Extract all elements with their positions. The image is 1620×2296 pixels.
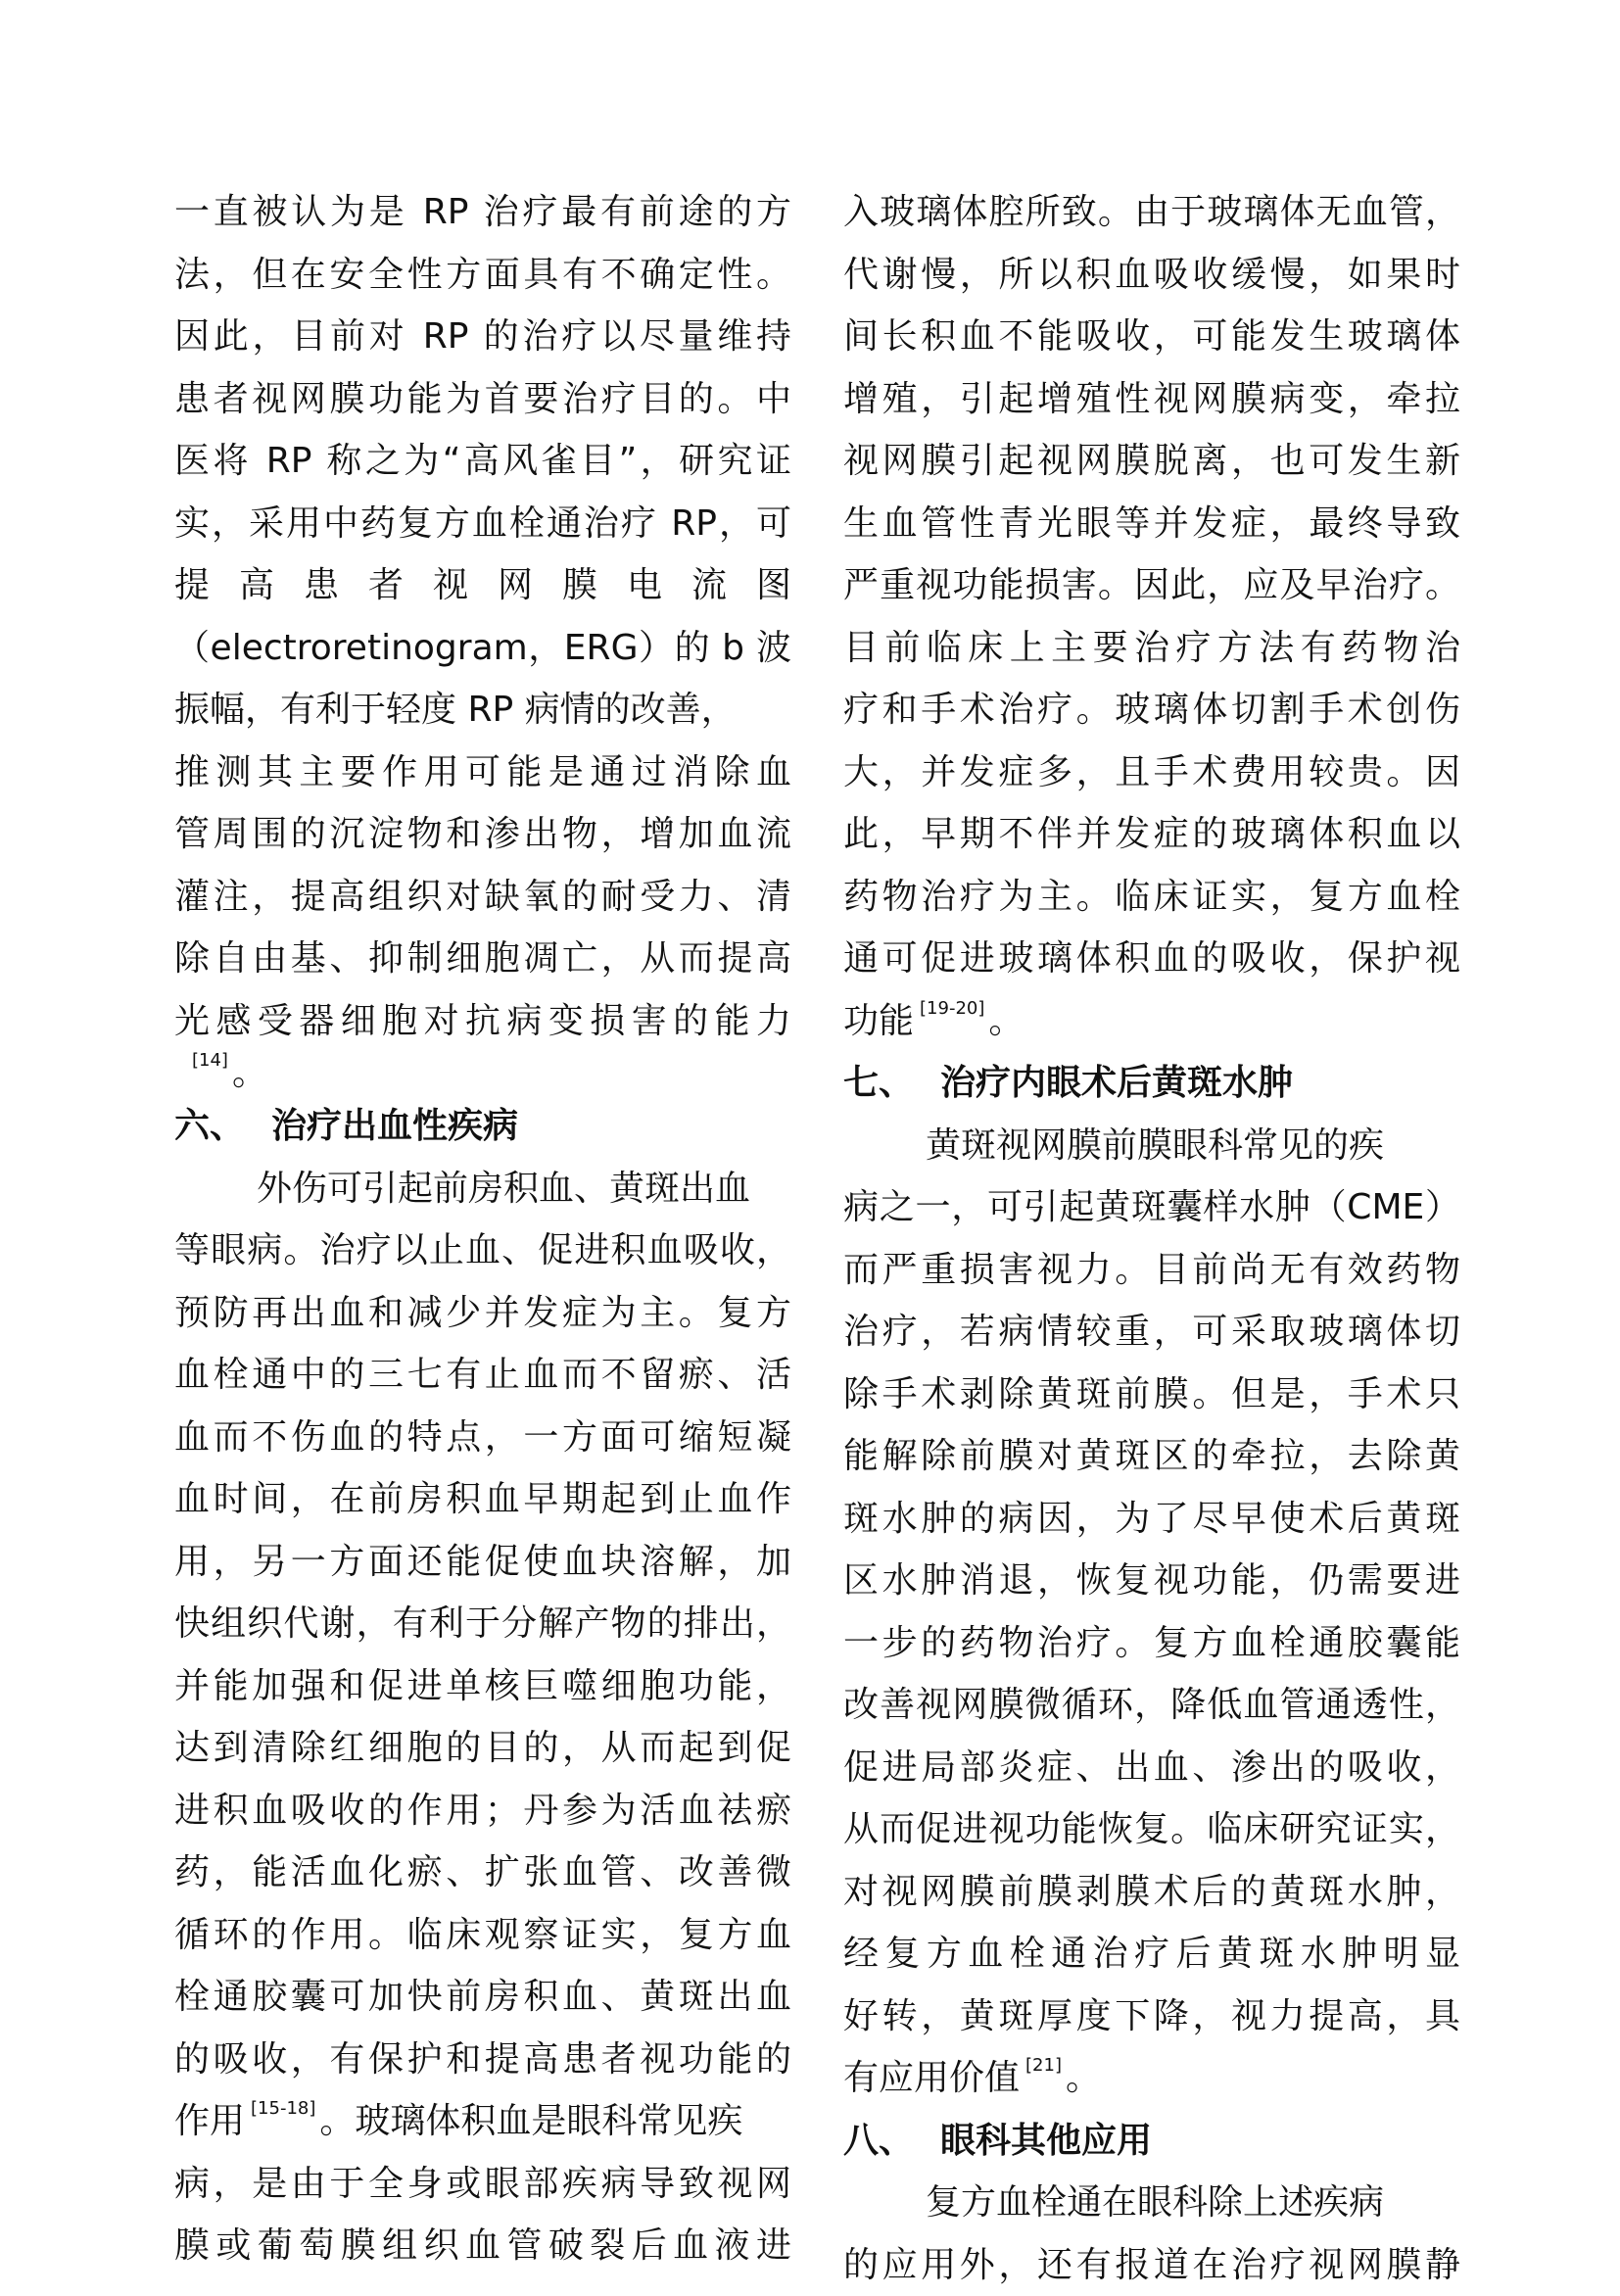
text-line: 复方血栓通在眼科除上述疾病 [843,2172,1460,2234]
section-heading-7 [843,1052,1460,1115]
text-line: 光感受器细胞对抗病变损害的能力 [174,990,791,1053]
text-line: 入玻璃体腔所致。由于玻璃体无血管， [843,181,1460,244]
text-line: 预防再出血和减少并发症为主。复方 [174,1282,791,1345]
text-line: 促进局部炎症、出血、渗出的吸收， [843,1737,1460,1799]
text-line: 提 高 患 者 视 网 膜 电 流 图 [174,554,791,617]
citation-ref[interactable]: [21] [1025,2055,1062,2076]
text-line: 病之一，可引起黄斑囊样水肿（CME） [843,1176,1460,1239]
text-line: 间长积血不能吸收，可能发生玻璃体 [843,306,1460,368]
text-line: 实，采用中药复方血栓通治疗 RP，可 [174,493,791,555]
text-line: 能解除前膜对黄斑区的牵拉，去除黄 [843,1425,1460,1488]
text-line: 增殖，引起增殖性视网膜病变，牵拉 [843,368,1460,431]
text-fragment: 有应用价值 [843,2058,1020,2098]
text-line: 用，另一方面还能促使血块溶解，加 [174,1531,791,1594]
citation-ref[interactable]: [19-20] [920,998,984,1019]
text-line-with-citation [843,990,1460,1053]
text-line: 改善视网膜微循环，降低血管通透性， [843,1674,1460,1737]
text-fragment: 。玻璃体积血是眼科常见疾 [319,2101,742,2141]
text-line-with-citation [174,2090,791,2153]
text-line: 进积血吸收的作用；丹参为活血祛瘀 [174,1780,791,1842]
text-line: 血栓通中的三七有止血而不留瘀、活 [174,1344,791,1407]
text-line: 一步的药物治疗。复方血栓通胶囊能 [843,1612,1460,1675]
text-line: 除自由基、抑制细胞凋亡，从而提高 [174,928,791,990]
section-number: 八、 [843,2110,940,2173]
text-line: 一直被认为是 RP 治疗最有前途的方 [174,181,791,244]
text-line: 的吸收，有保护和提高患者视功能的 [174,2029,791,2091]
text-line: 除手术剥除黄斑前膜。但是，手术只 [843,1363,1460,1426]
text-line: 管周围的沉淀物和渗出物，增加血流 [174,803,791,866]
section-title: 眼科其他应用 [940,2121,1152,2161]
text-line: 推测其主要作用可能是通过消除血 [174,741,791,804]
text-line: 代谢慢，所以积血吸收缓慢，如果时 [843,244,1460,307]
section-title: 治疗出血性疾病 [271,1106,518,1146]
text-line: 达到清除红细胞的目的，从而起到促 [174,1717,791,1780]
text-line: 区水肿消退，恢复视功能，仍需要进 [843,1550,1460,1612]
text-line: 严重视功能损害。因此，应及早治疗。 [843,554,1460,617]
text-line: 循环的作用。临床观察证实，复方血 [174,1904,791,1967]
text-line: 疗和手术治疗。玻璃体切割手术创伤 [843,679,1460,741]
text-line: 黄斑视网膜前膜眼科常见的疾 [843,1115,1460,1177]
text-line: 灌注，提高组织对缺氧的耐受力、清 [174,866,791,929]
text-fragment: 功能 [843,1001,914,1041]
text-line: 视网膜引起视网膜脱离，也可发生新 [843,430,1460,493]
citation-line [174,1052,791,1095]
text-line: 药物治疗为主。临床证实，复方血栓 [843,866,1460,929]
text-line: 而严重损害视力。目前尚无有效药物 [843,1239,1460,1302]
section-heading-8 [843,2110,1460,2173]
text-line: 治疗，若病情较重，可采取玻璃体切 [843,1301,1460,1363]
text-line: 外伤可引起前房积血、黄斑出血 [174,1158,791,1220]
text-line: 此，早期不伴并发症的玻璃体积血以 [843,803,1460,866]
section-title: 治疗内眼术后黄斑水肿 [940,1063,1293,1103]
text-line: 并能加强和促进单核巨噬细胞功能， [174,1655,791,1718]
text-line: 对视网膜前膜剥膜术后的黄斑水肿， [843,1861,1460,1924]
text-line: 通可促进玻璃体积血的吸收，保护视 [843,928,1460,990]
text-line: 药，能活血化瘀、扩张血管、改善微 [174,1842,791,1904]
text-line: 病，是由于全身或眼部疾病导致视网 [174,2153,791,2216]
text-line: 快组织代谢，有利于分解产物的排出， [174,1593,791,1655]
citation-ref[interactable]: [14] [192,1050,228,1071]
text-line: 经复方血栓通治疗后黄斑水肿明显 [843,1923,1460,1985]
text-line: 栓通胶囊可加快前房积血、黄斑出血 [174,1966,791,2029]
section-number: 七、 [843,1052,940,1115]
text-line: 生血管性青光眼等并发症，最终导致 [843,493,1460,555]
text-line: 血时间，在前房积血早期起到止血作 [174,1468,791,1531]
citation-ref[interactable]: [15-18] [251,2098,315,2119]
text-line: 等眼病。治疗以止血、促进积血吸收， [174,1220,791,1282]
text-line: 从而促进视功能恢复。临床研究证实， [843,1798,1460,1861]
text-fragment: 。 [1066,2058,1101,2098]
text-line: 医将 RP 称之为“高风雀目”，研究证 [174,430,791,493]
sentence-end: 。 [232,1053,267,1093]
text-fragment: 作用 [174,2101,245,2141]
text-line: 法，但在安全性方面具有不确定性。 [174,244,791,307]
text-line-with-citation [843,2047,1460,2110]
right-column [843,181,1460,2296]
text-fragment: 。 [988,1001,1024,1041]
text-line: 的应用外，还有报道在治疗视网膜静 [843,2234,1460,2296]
text-line: 大，并发症多，且手术费用较贵。因 [843,741,1460,804]
text-line: 斑水肿的病因，为了尽早使术后黄斑 [843,1488,1460,1551]
text-line: 膜或葡萄膜组织血管破裂后血液进 [174,2215,791,2277]
left-column [174,181,791,2277]
section-number: 六、 [174,1095,271,1158]
text-line: 患者视网膜功能为首要治疗目的。中 [174,368,791,431]
text-line: 血而不伤血的特点，一方面可缩短凝 [174,1407,791,1469]
text-line: 好转，黄斑厚度下降，视力提高，具 [843,1985,1460,2048]
text-line: 目前临床上主要治疗方法有药物治 [843,617,1460,680]
text-line: 因此，目前对 RP 的治疗以尽量维持 [174,306,791,368]
text-line: 振幅，有利于轻度 RP 病情的改善， [174,679,791,741]
section-heading-6 [174,1095,791,1158]
text-line: （electroretinogram，ERG）的 b 波 [174,617,791,680]
